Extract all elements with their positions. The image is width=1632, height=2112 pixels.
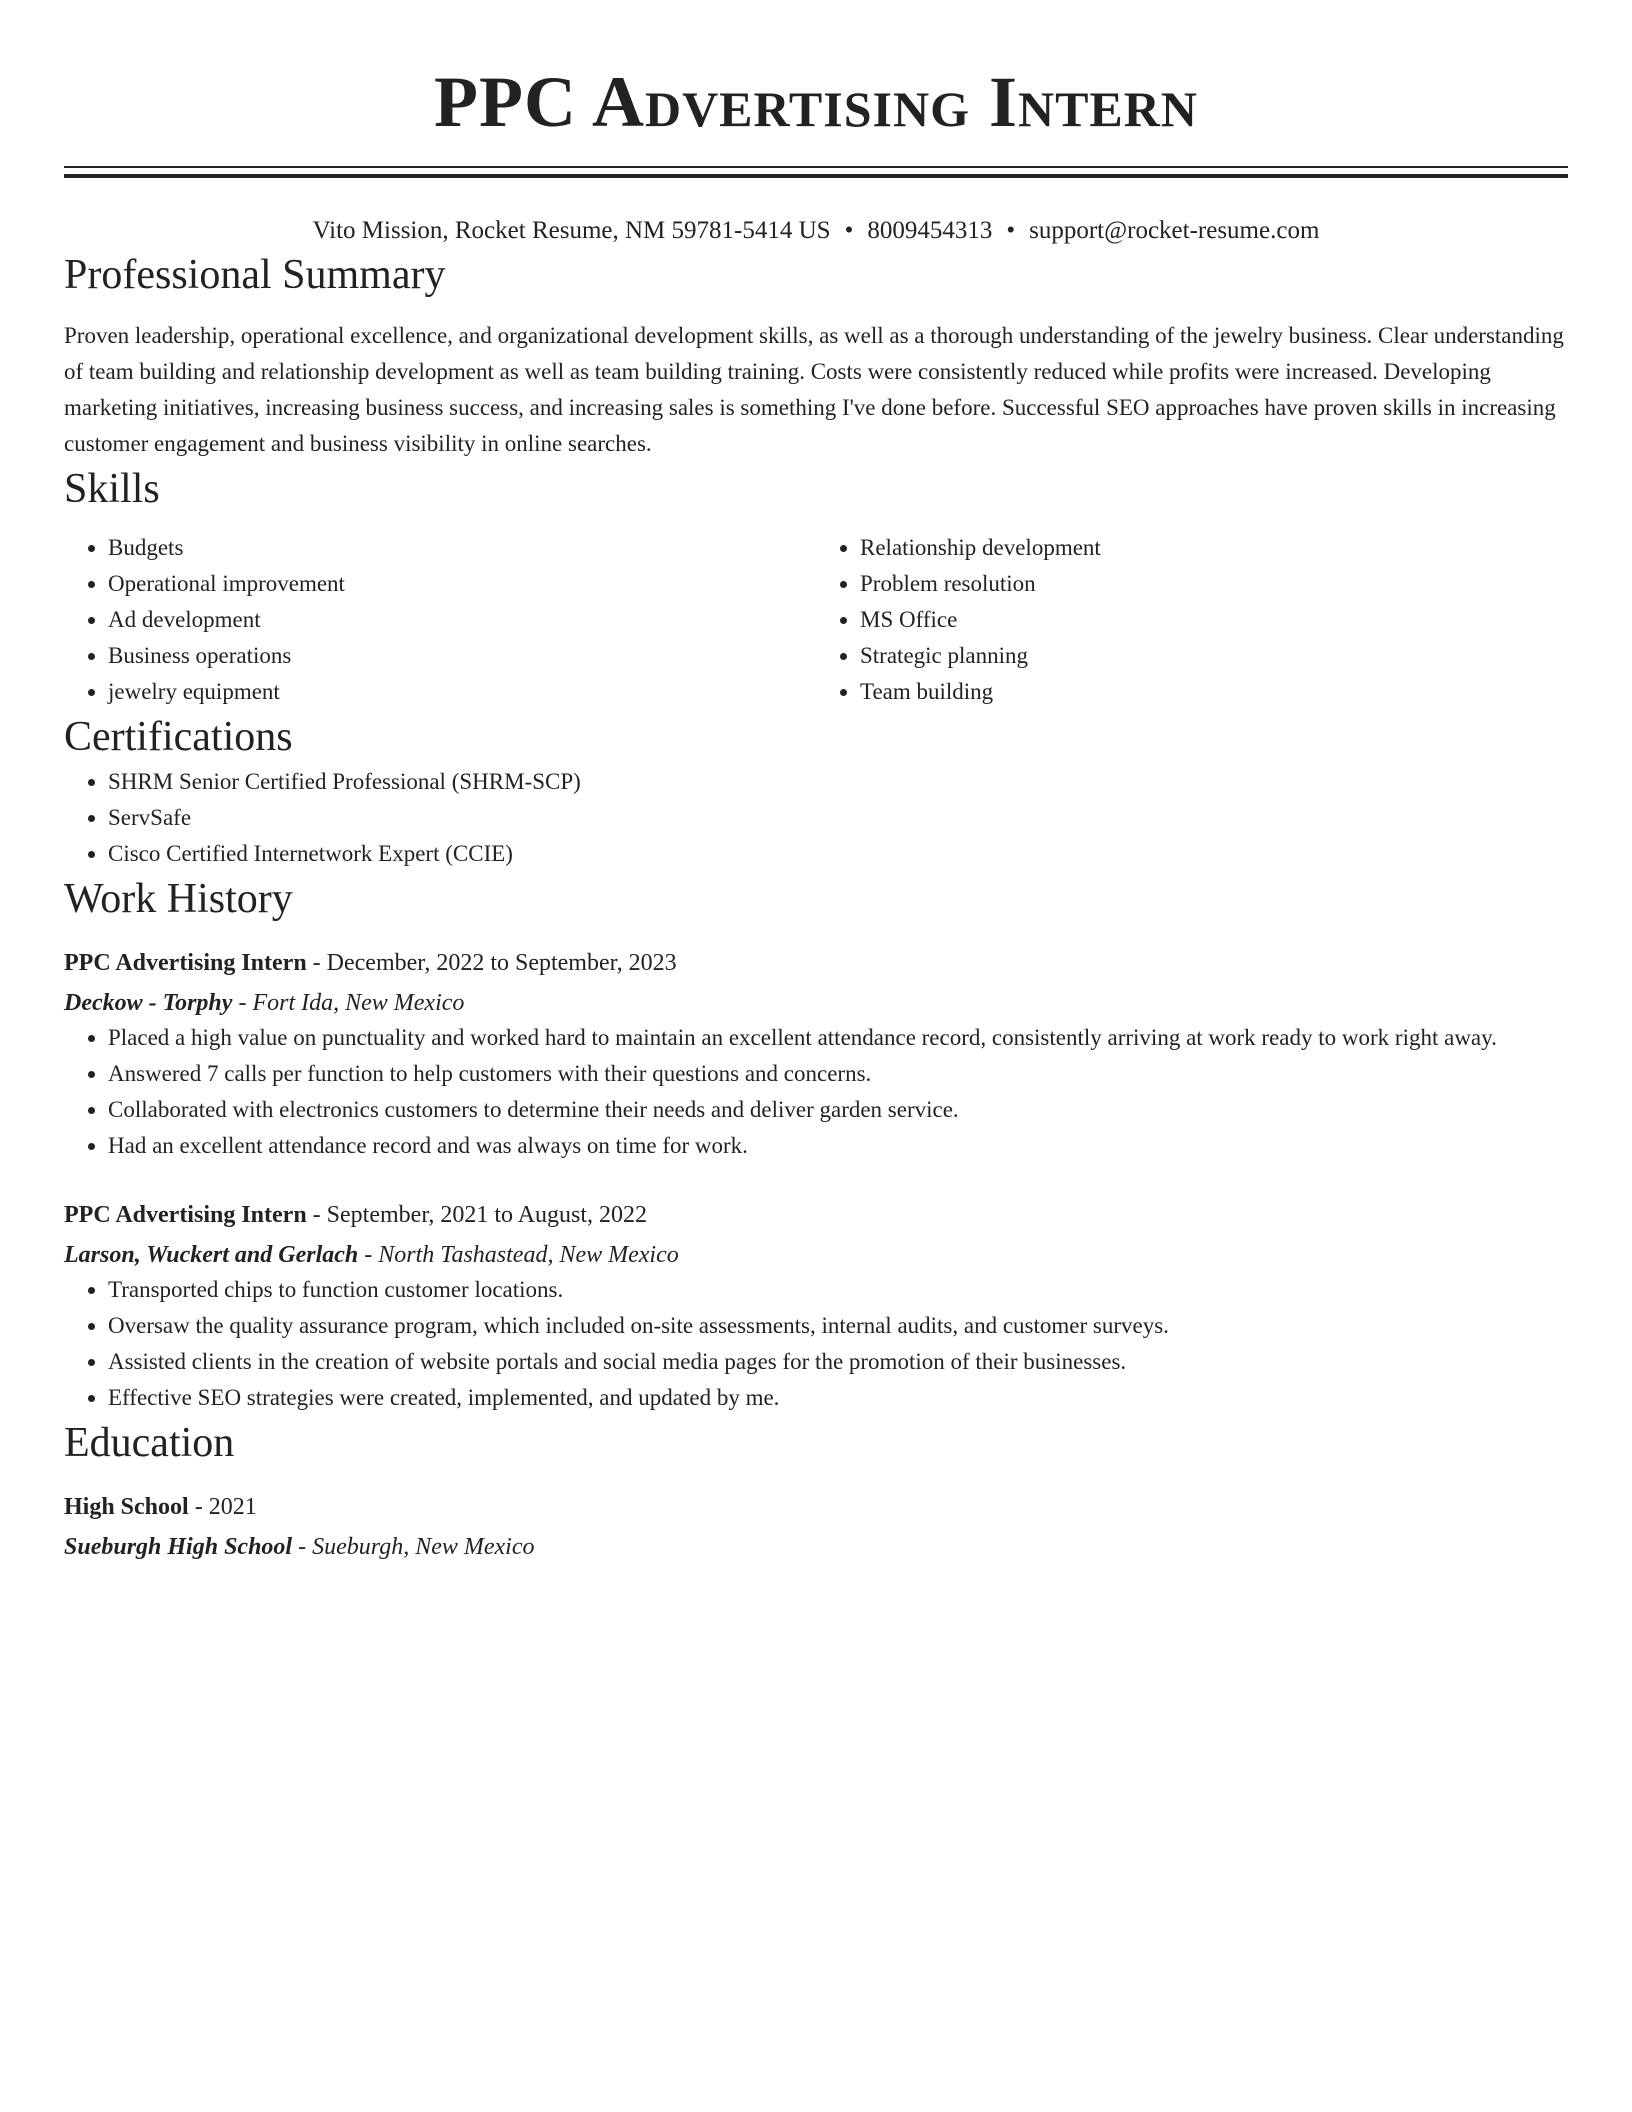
summary-heading: Professional Summary xyxy=(64,252,446,298)
contact-separator: • xyxy=(844,217,854,244)
skill-item: • Team building xyxy=(860,674,1568,710)
contact-line xyxy=(64,214,1568,248)
certifications-heading: Certifications xyxy=(64,714,293,760)
skill-item: • Business operations xyxy=(108,638,816,674)
skill-item: • Problem resolution xyxy=(860,566,1568,602)
company-name: Larson, Wuckert and Gerlach xyxy=(64,1242,359,1268)
certification-item: • SHRM Senior Certified Professional (SHRM-SCP) xyxy=(108,764,1568,800)
job-entry xyxy=(64,1198,1568,1416)
education-year: 2021 xyxy=(208,1494,257,1520)
header-rule-thin xyxy=(64,166,1568,168)
contact-separator: • xyxy=(1006,217,1016,244)
skill-item: • Ad development xyxy=(108,602,816,638)
job-title-line xyxy=(64,1198,1568,1232)
header-rule-thick xyxy=(64,174,1568,178)
job-entry xyxy=(64,946,1568,1164)
skill-item: • Relationship development xyxy=(860,530,1568,566)
contact-address: Vito Mission, Rocket Resume, NM 59781-5414 US xyxy=(312,217,831,244)
company-dash: - xyxy=(358,1242,379,1268)
job-dates: December, 2022 to September, 2023 xyxy=(326,950,677,976)
company-dash: - xyxy=(232,990,253,1016)
education-dash: - xyxy=(292,1534,313,1560)
company-location: Fort Ida, New Mexico xyxy=(252,990,465,1016)
education-degree-line xyxy=(64,1490,1568,1524)
resume-title: PPC Advertising Intern xyxy=(433,62,1198,142)
job-bullet: • Collaborated with electronics customers to determine their needs and deliver garden service. xyxy=(108,1092,1568,1128)
education-location: Sueburgh, New Mexico xyxy=(312,1534,535,1560)
certifications-list xyxy=(64,764,1568,872)
certification-item: • ServSafe xyxy=(108,800,1568,836)
job-bullets xyxy=(64,1020,1568,1164)
contact-phone: 8009454313 xyxy=(867,217,993,244)
job-bullet: • Effective SEO strategies were created, implemented, and updated by me. xyxy=(108,1380,1568,1416)
education-heading: Education xyxy=(64,1420,235,1466)
job-bullet: • Answered 7 calls per function to help customers with their questions and concerns. xyxy=(108,1056,1568,1092)
certification-item: • Cisco Certified Internetwork Expert (CCIE) xyxy=(108,836,1568,872)
education-degree: High School xyxy=(64,1494,189,1520)
contact-email: support@rocket-resume.com xyxy=(1029,217,1320,244)
skill-item: • jewelry equipment xyxy=(108,674,816,710)
job-bullet: • Had an excellent attendance record and was always on time for work. xyxy=(108,1128,1568,1164)
company-line xyxy=(64,1238,1568,1272)
skill-item: • MS Office xyxy=(860,602,1568,638)
job-dates: September, 2021 to August, 2022 xyxy=(326,1202,648,1228)
skill-item: • Operational improvement xyxy=(108,566,816,602)
education-school: Sueburgh High School xyxy=(64,1534,293,1560)
skill-item: • Budgets xyxy=(108,530,816,566)
education-school-line xyxy=(64,1530,1568,1564)
job-bullet: • Placed a high value on punctuality and worked hard to maintain an excellent attendance record, consistently arriving at work ready to work right away. xyxy=(108,1020,1568,1056)
job-bullet: • Assisted clients in the creation of website portals and social media pages for the promotion of their businesses. xyxy=(108,1344,1568,1380)
skills-column-left xyxy=(64,530,816,710)
education-dash: - xyxy=(188,1494,209,1520)
skills-list xyxy=(64,530,1568,710)
job-title-line xyxy=(64,946,1568,980)
skills-heading: Skills xyxy=(64,466,160,512)
job-title: PPC Advertising Intern xyxy=(64,1202,307,1228)
summary-text: Proven leadership, operational excellence, and organizational development skills, as well as a thorough understanding of the jewelry business. Clear understanding of team building and relationship development as well as team building training. Costs were consistently reduced while profits were increased. Developing marketing initiatives, increasing business success, and increasing sales is something I've done before. Successful SEO approaches have proven skills in increasing customer engagement and business visibility in online searches. xyxy=(64,323,1564,456)
work-history-heading: Work History xyxy=(64,876,293,922)
job-title: PPC Advertising Intern xyxy=(64,950,307,976)
job-bullets xyxy=(64,1272,1568,1416)
skill-item: • Strategic planning xyxy=(860,638,1568,674)
job-dash: - xyxy=(306,950,327,976)
company-name: Deckow - Torphy xyxy=(64,990,233,1016)
company-line xyxy=(64,986,1568,1020)
job-bullet: • Transported chips to function customer locations. xyxy=(108,1272,1568,1308)
job-bullet: • Oversaw the quality assurance program, which included on-site assessments, internal audits, and customer surveys. xyxy=(108,1308,1568,1344)
company-location: North Tashastead, New Mexico xyxy=(378,1242,679,1268)
job-dash: - xyxy=(306,1202,327,1228)
skills-column-right xyxy=(816,530,1568,710)
